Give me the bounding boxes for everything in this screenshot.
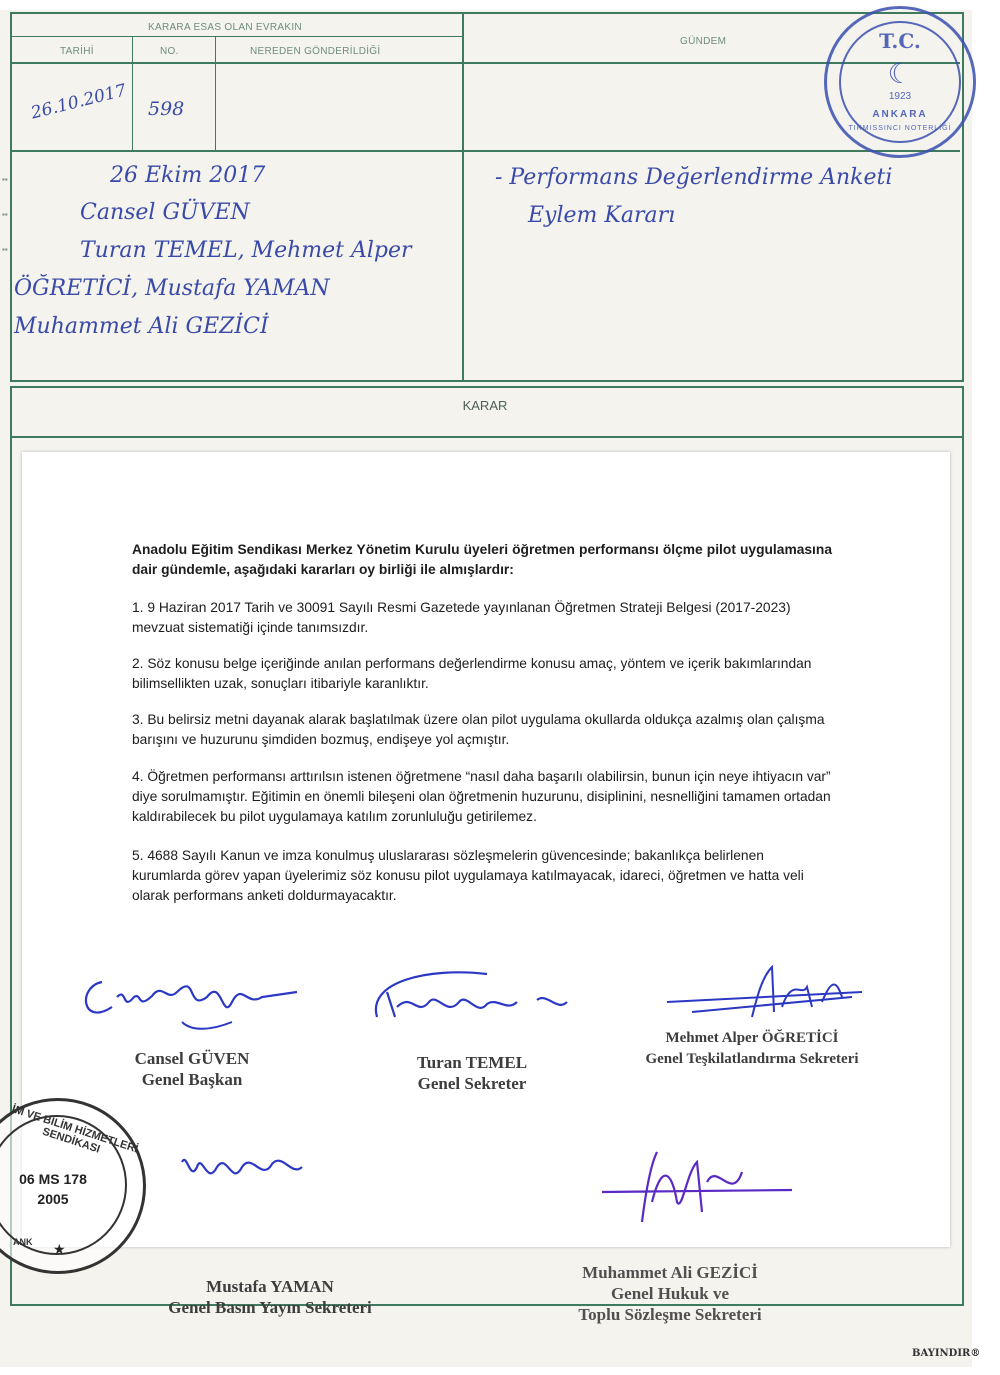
row-label-members: ▪▪ [2, 245, 8, 254]
decision-item-2: 2. Söz konusu belge içeriğinde anılan performans değerlendirme konusu amaç, yöntem ve içerik bakımlarından bilimsellikten uzak, sonuçları itibariyle karanlıktır. [132, 656, 812, 691]
col-line-2 [215, 36, 216, 150]
evrak-title: KARARA ESAS OLAN EVRAKIN [148, 22, 302, 33]
notary-stamp-city: ANKARA [872, 109, 928, 120]
scan-edge-right [972, 0, 1000, 1375]
signatory-3-name: Mehmet Alper ÖĞRETİCİ [665, 1030, 839, 1046]
union-stamp-bottom: ANK [13, 1237, 33, 1247]
decision-intro: Anadolu Eğitim Sendikası Merkez Yönetim Kurulu üyeleri öğretmen performansı ölçme pilot uygulamasına dair gündemle, aşağıdaki kararları oy birliği ile almışlardır: [132, 542, 832, 577]
signature-mehmet-alper-ogretici [662, 957, 882, 1032]
union-stamp-ring-text: İM VE BİLİM HİZMETLERİ SENDİKASI [10, 1103, 140, 1156]
decision-item-5: 5. 4688 Sayılı Kanun ve imza konulmuş uluslararası sözleşmelerin güvencesinde; bakanlıkça belirlenen kurumlarda görev yapan üyelerimiz söz konusu pilot uygulamaya katılmayacak, idareci, öğretmen ve hatta veli olarak performans anketi doldurmayacaktır. [132, 848, 804, 903]
header-divider-2 [10, 62, 462, 64]
decision-paper [22, 452, 950, 1247]
meeting-date-handwritten: 26 Ekim 2017 [110, 163, 266, 188]
signatory-5 [520, 1262, 820, 1325]
agenda-line-1: - Performans Değerlendirme Anketi [495, 165, 893, 190]
star-icon: ★ [53, 1241, 66, 1257]
signature-turan-temel [367, 962, 587, 1042]
signatory-1-title: Genel Başkan [141, 1070, 243, 1089]
signature-mustafa-yaman [172, 1142, 332, 1212]
attendee-line-1: Cansel GÜVEN [80, 200, 250, 225]
decision-item-4: 4. Öğretmen performansı arttırılsın istenen öğretmene “nasıl daha başarılı olabilirsin, bunun için neye ihtiyacın var” diye sorulmamıştır. Eğitimin en önemli bileşeni olan öğretmenin huzurunu, disiplinini, nesnelliğini tamamen ortadan kaldırabilecek bu pilot uygulamaya katılım zorunluluğu getirilemez. [132, 769, 831, 824]
signatory-4-title: Genel Basın Yayın Sekreteri [168, 1298, 372, 1317]
row-label-date: ▪▪ [2, 175, 8, 184]
crescent-icon: ☾ [887, 58, 913, 89]
attendee-line-3: ÖĞRETİCİ, Mustafa YAMAN [14, 276, 330, 301]
signatory-4-name: Mustafa YAMAN [206, 1277, 334, 1296]
signatory-2 [372, 1052, 572, 1094]
signatory-1 [82, 1048, 302, 1090]
signature-cansel-guven [72, 952, 312, 1047]
signatory-3 [612, 1028, 892, 1070]
signature-muhammet-ali-gezici [592, 1142, 812, 1237]
entry-date-handwritten: 26.10.2017 [29, 80, 129, 124]
signatory-2-name: Turan TEMEL [416, 1053, 528, 1072]
col-line-1 [132, 36, 133, 150]
attendee-line-2: Turan TEMEL, Mehmet Alper [80, 238, 412, 263]
row-label-president: ▪▪ [2, 210, 8, 219]
entry-divider [10, 150, 462, 152]
signatory-5-title-2: Toplu Sözleşme Sekreteri [578, 1305, 762, 1324]
notary-stamp-top: T.C. [879, 29, 921, 53]
agenda-line-2: Eylem Kararı [528, 203, 676, 228]
entry-no-handwritten: 598 [148, 98, 185, 120]
notary-stamp-year: 1923 [888, 91, 912, 102]
scan-edge-bottom [0, 1367, 1000, 1375]
decision-item-3: 3. Bu belirsiz metni dayanak alarak başlatılmak üzere olan pilot uygulama okullarda oldukça azalmış olan çalışma barışını ve huzurunu şimdiden bozmuş, endişeye yol açmıştır. [132, 712, 825, 747]
gundem-header: GÜNDEM [680, 36, 727, 47]
notary-stamp [824, 6, 976, 158]
signatory-1-name: Cansel GÜVEN [134, 1049, 250, 1068]
signatory-3-title: Genel Teşkilatlandırma Sekreteri [645, 1051, 859, 1067]
attendee-line-4: Muhammet Ali GEZİCİ [14, 314, 269, 339]
scan-edge-top [0, 0, 1000, 10]
col-source-header: NEREDEN GÖNDERİLDİĞİ [250, 46, 381, 57]
signatory-5-title: Genel Hukuk ve [610, 1284, 730, 1303]
union-stamp-year: 2005 [37, 1191, 69, 1207]
decision-item-1: 1. 9 Haziran 2017 Tarih ve 30091 Sayılı Resmi Gazetede yayınlanan Öğretmen Strateji Belgesi (2017-2023) mevzuat sistematiği içinde tanımsızdır. [132, 600, 791, 635]
col-no-header: NO. [160, 46, 179, 57]
signatory-2-title: Genel Sekreter [417, 1074, 527, 1093]
col-date-header: TARİHİ [60, 46, 94, 57]
brand-mark: BAYINDIR® [912, 1348, 981, 1359]
signatory-5-name: Muhammet Ali GEZİCİ [582, 1263, 758, 1282]
karar-label: KARAR [462, 398, 508, 413]
signatory-4 [150, 1276, 390, 1318]
union-stamp-code: 06 MS 178 [19, 1171, 87, 1187]
header-divider [10, 36, 462, 37]
notary-stamp-ring-text: TIRMISSINCI NOTERLİĞİ [848, 125, 952, 132]
